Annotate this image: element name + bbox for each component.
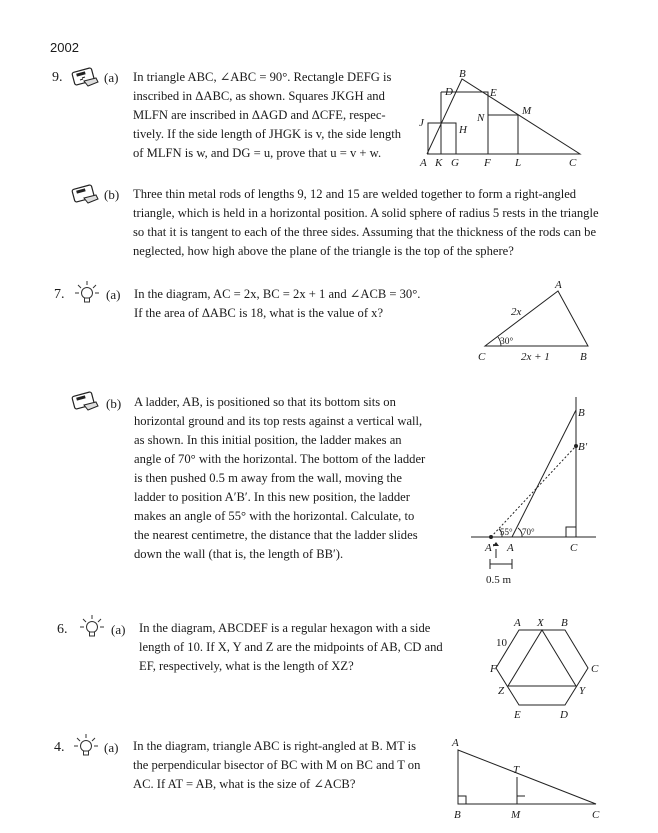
label-a: A xyxy=(420,157,427,168)
text-line: as shown. In this initial position, the ladder makes an xyxy=(134,433,402,447)
label-2x-plus-1: 2x + 1 xyxy=(521,351,550,363)
label-angle-55: 55° xyxy=(500,527,513,537)
lightbulb-icon xyxy=(73,733,99,762)
text-line: In triangle ABC, ∠ABC = 90°. Rectangle DEFG is xyxy=(133,70,392,84)
text-line: MLFN are inscribed in ΔAGD and ΔCFE, respec- xyxy=(133,108,386,122)
label-g: G xyxy=(451,157,459,168)
label-d: D xyxy=(560,709,568,721)
problem-number: 6. xyxy=(57,622,68,637)
label-b: B xyxy=(578,407,585,419)
label-0-5-m: 0.5 m xyxy=(486,574,512,586)
text-line: down the wall (that is, the length of BB′). xyxy=(134,547,344,561)
label-angle-30: 30° xyxy=(500,337,514,347)
text-line: tively. If the side length of JHGK is v, the side length xyxy=(133,127,402,141)
label-a: A xyxy=(555,279,562,291)
problem-number: 4. xyxy=(54,740,65,755)
text-line: angle of 70° with the horizontal. The bottom of the ladder xyxy=(134,452,426,466)
text-line: horizontal ground and its top rests against a vertical wall, xyxy=(134,414,423,428)
triangle-xyz xyxy=(508,630,576,686)
label-e: E xyxy=(514,709,521,721)
page-year: 2002 xyxy=(50,40,79,55)
text-line: the perpendicular bisector of BC with M on BC and T on xyxy=(133,758,421,772)
label-l: L xyxy=(515,157,522,168)
hexagon xyxy=(496,630,588,705)
text-line: In the diagram, AC = 2x, BC = 2x + 1 and ∠ACB = 30°. xyxy=(134,287,421,301)
part-label: (b) xyxy=(104,187,120,202)
label-b: B xyxy=(454,809,461,821)
label-b-prime: B′ xyxy=(578,441,588,453)
diagram-7a xyxy=(470,278,610,368)
label-d: D xyxy=(445,86,453,98)
label-side-10: 10 xyxy=(496,637,507,649)
label-c: C xyxy=(591,663,599,675)
text-line: A ladder, AB, is positioned so that its bottom sits on xyxy=(134,395,396,409)
label-angle-70: 70° xyxy=(522,527,535,537)
label-j: J xyxy=(419,117,424,129)
text-line: If the area of ΔABC is 18, what is the value of x? xyxy=(134,306,384,320)
text-line: Three thin metal rods of lengths 9, 12 and 15 are welded together to form a right-angled xyxy=(133,187,577,201)
diagram-9a xyxy=(415,68,595,168)
part-label: (a) xyxy=(104,740,119,755)
text-line: length of 10. If X, Y and Z are the midpoints of AB, CD and xyxy=(139,640,443,654)
part-label: (a) xyxy=(111,622,126,637)
label-a: A xyxy=(507,542,514,554)
label-f: F xyxy=(484,157,491,168)
label-m: M xyxy=(511,809,521,821)
label-b: B xyxy=(561,617,568,629)
label-h: H xyxy=(459,124,467,136)
text-line: EF, respectively, what is the length of XZ? xyxy=(139,659,354,673)
label-a-prime: A′ xyxy=(485,542,495,554)
label-e: E xyxy=(490,87,497,99)
text-line: so that it is tangent to each of the three sides. Assuming that the thickness of the rods can be xyxy=(133,225,597,239)
problem-9a-text xyxy=(133,68,411,163)
diagram-4a xyxy=(448,734,608,833)
label-y: Y xyxy=(579,685,586,697)
calculator-hand-icon xyxy=(70,66,100,93)
problem-7a-text xyxy=(134,285,464,323)
problem-7b-text xyxy=(134,393,444,564)
text-line: inscribed in ΔABC, as shown. Squares JKGH and xyxy=(133,89,385,103)
problem-number: 7. xyxy=(54,287,65,302)
label-c: C xyxy=(570,542,578,554)
square-jkgh xyxy=(428,123,456,154)
lightbulb-icon xyxy=(79,614,105,643)
text-line: AC. If AT = AB, what is the size of ∠ACB? xyxy=(133,777,356,791)
problem-number: 9. xyxy=(52,70,63,85)
label-z: Z xyxy=(498,685,505,697)
text-line: ladder to position A′B′. In this new position, the ladder xyxy=(134,490,410,504)
text-line: makes an angle of 55° with the horizontal. Calculate, to xyxy=(134,509,415,523)
text-line: neglected, how high above the plane of the triangle is the top of the sphere? xyxy=(133,244,514,258)
square-mlfn xyxy=(488,115,518,154)
text-line: In the diagram, triangle ABC is right-angled at B. MT is xyxy=(133,739,417,753)
part-label: (b) xyxy=(106,396,122,411)
label-x: X xyxy=(537,617,544,629)
text-line: of MLFN is w, and DG = u, prove that u = v + w. xyxy=(133,146,382,160)
text-line: is then pushed 0.5 m away from the wall, moving the xyxy=(134,471,402,485)
calculator-hand-icon xyxy=(70,183,100,210)
text-line: In the diagram, ABCDEF is a regular hexagon with a side xyxy=(139,621,431,635)
ladder-ab xyxy=(512,410,576,537)
lightbulb-icon xyxy=(74,280,100,309)
problem-6a-text xyxy=(139,619,449,676)
text-line: the nearest centimetre, the distance that the ladder slides xyxy=(134,528,418,542)
label-m: M xyxy=(522,105,532,117)
label-b: B xyxy=(459,68,466,80)
label-2x: 2x xyxy=(511,306,522,318)
label-f: F xyxy=(490,663,497,675)
label-c: C xyxy=(478,351,486,363)
label-a: A xyxy=(452,737,459,749)
label-k: K xyxy=(435,157,443,168)
ladder-a-prime-b-prime xyxy=(491,446,576,537)
label-a: A xyxy=(514,617,521,629)
label-t: T xyxy=(513,764,520,776)
diagram-6a xyxy=(490,612,605,724)
label-c: C xyxy=(569,157,577,168)
label-c: C xyxy=(592,809,600,821)
diagram-7b xyxy=(466,392,606,587)
problem-9b-text xyxy=(133,185,603,261)
calculator-hand-icon xyxy=(70,390,100,417)
part-label: (a) xyxy=(104,70,119,85)
part-label: (a) xyxy=(106,287,121,302)
label-b: B xyxy=(580,351,587,363)
problem-4a-text xyxy=(133,737,433,794)
text-line: triangle, which is held in a horizontal position. A solid sphere of radius 5 rests in the triangle xyxy=(133,206,599,220)
label-n: N xyxy=(477,112,485,124)
